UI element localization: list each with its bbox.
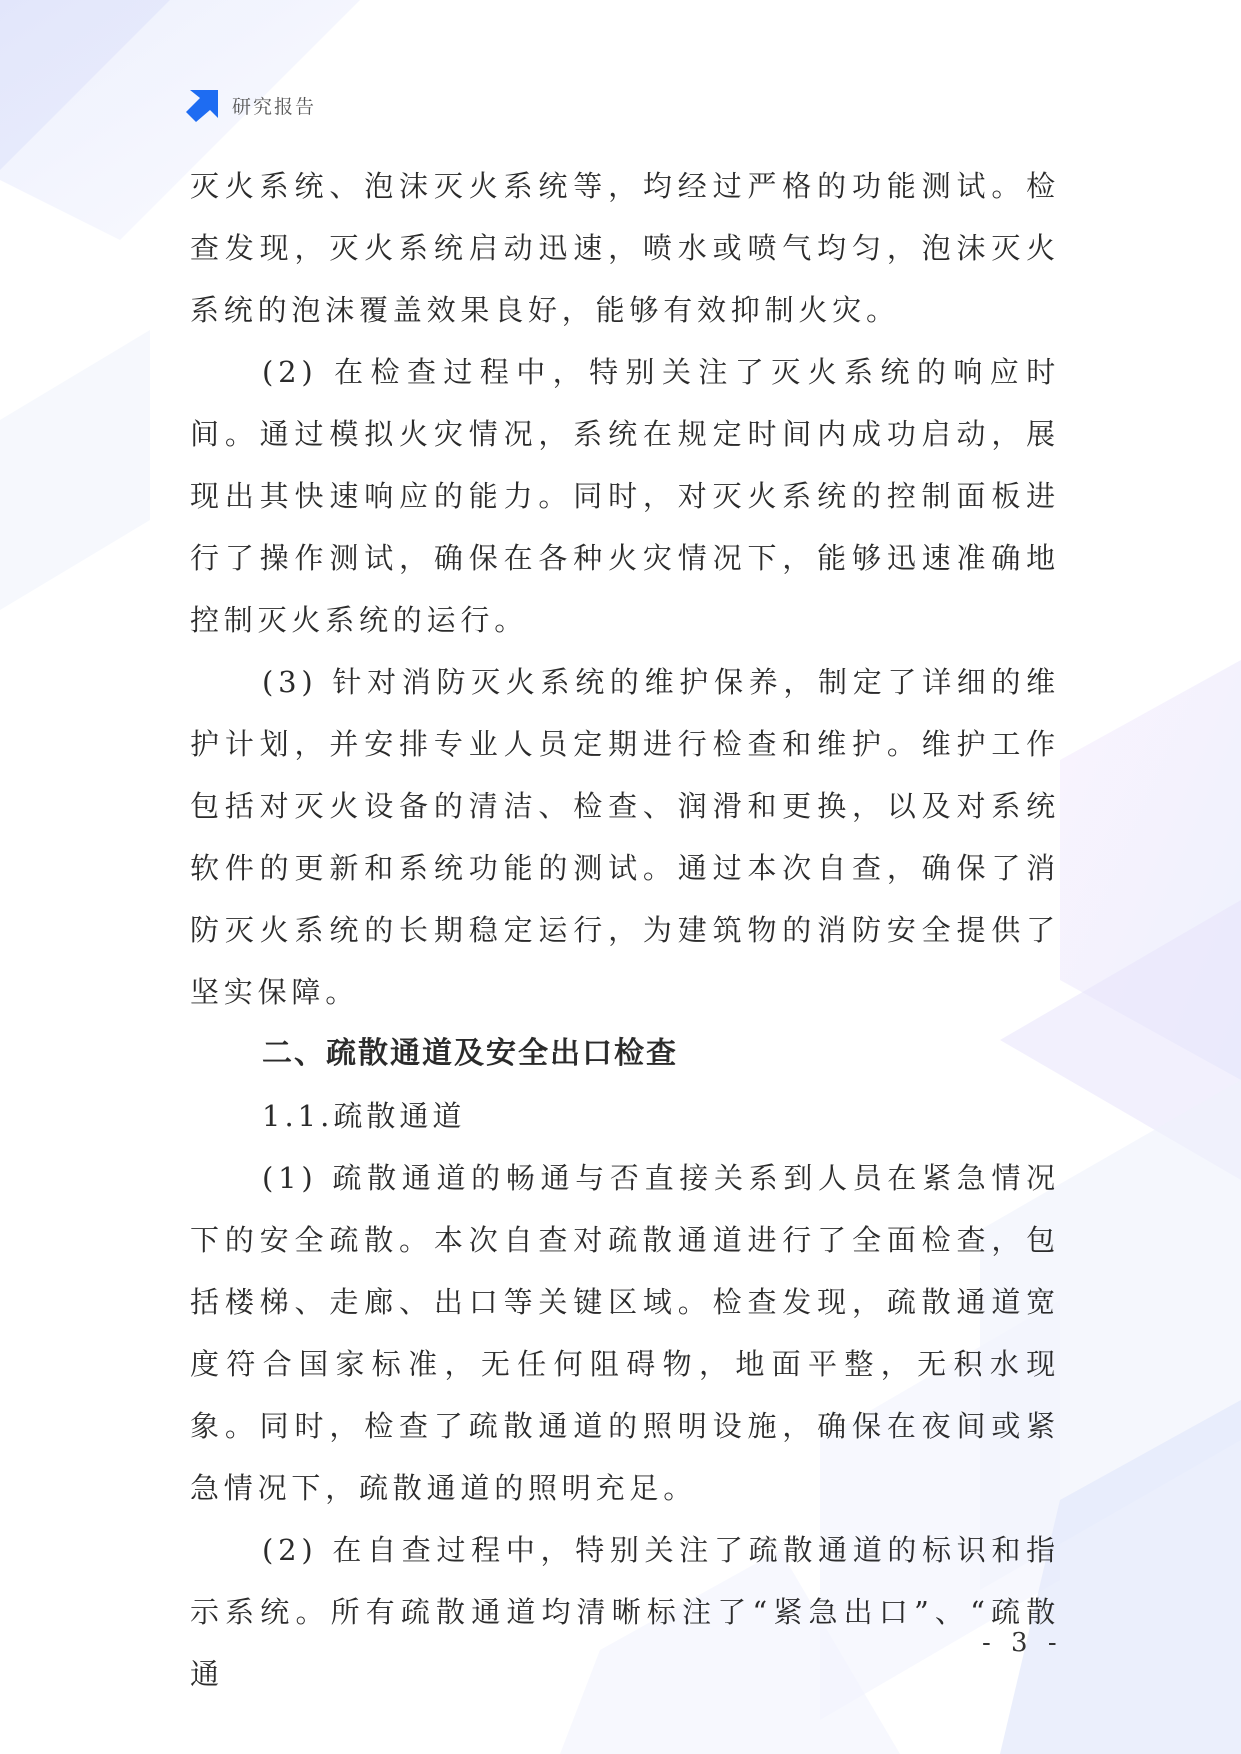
document-body (190, 155, 1060, 1705)
arrow-up-right-icon (186, 88, 220, 122)
section-heading: 二、疏散通道及安全出口检查 (262, 1036, 678, 1071)
subsection-heading: 1.1.疏散通道 (262, 1099, 466, 1133)
header-title: 研究报告 (232, 95, 317, 118)
paragraph-item-2: (2) 在检查过程中，特别关注了灭火系统的响应时间。通过模拟火灾情况，系统在规定时间内成功启动，展现出其快速响应的能力。同时，对灭火系统的控制面板进行了操作测试，确保在各种火灾情况下，能够迅速准确地控制灭火系统的运行。 (190, 355, 1060, 637)
paragraph-item-3: (3) 针对消防灭火系统的维护保养，制定了详细的维护计划，并安排专业人员定期进行检查和维护。维护工作包括对灭火设备的清洁、检查、润滑和更换，以及对系统软件的更新和系统功能的测试。通过本次自查，确保了消防灭火系统的长期稳定运行，为建筑物的消防安全提供了坚实保障。 (190, 665, 1060, 1009)
paragraph-continued: 灭火系统、泡沫灭火系统等，均经过严格的功能测试。检查发现，灭火系统启动迅速，喷水或喷气均匀，泡沫灭火系统的泡沫覆盖效果良好，能够有效抑制火灾。 (190, 169, 1060, 327)
section-paragraph-1: (1) 疏散通道的畅通与否直接关系到人员在紧急情况下的安全疏散。本次自查对疏散通道进行了全面检查，包括楼梯、走廊、出口等关键区域。检查发现，疏散通道宽度符合国家标准，无任何阻碍物，地面平整，无积水现象。同时，检查了疏散通道的照明设施，确保在夜间或紧急情况下，疏散通道的照明充足。 (190, 1161, 1060, 1505)
section-paragraph-2: (2) 在自查过程中，特别关注了疏散通道的标识和指示系统。所有疏散通道均清晰标注了“紧急出口”、“疏散通 (190, 1533, 1060, 1691)
page-number: - 3 - (982, 1628, 1063, 1658)
document-header (186, 88, 316, 122)
